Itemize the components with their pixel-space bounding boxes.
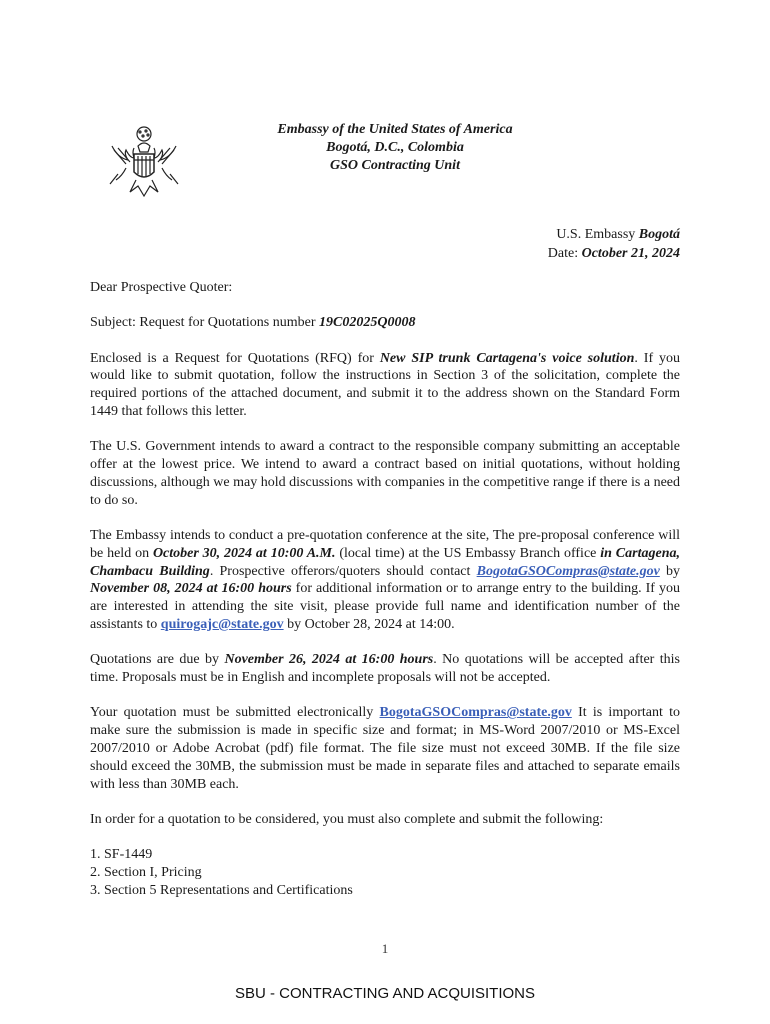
embassy-seal-icon [104, 124, 184, 202]
letterhead [230, 121, 560, 175]
embassy-location [548, 225, 680, 244]
footer-label: SBU - CONTRACTING AND ACQUISITIONS [234, 985, 536, 1002]
list-item: 2. Section I, Pricing [90, 864, 202, 880]
letterhead-line-2: Bogotá, D.C., Colombia [326, 140, 464, 155]
date-label: Date: [547, 246, 582, 261]
email-link-gso-compras[interactable]: BogotaGSOCompras@state.gov [476, 563, 660, 579]
due-date: November 26, 2024 at 16:00 hours [224, 652, 434, 668]
conference-date: October 30, 2024 at 10:00 A.M. [152, 545, 336, 561]
paragraph-enclosed: Enclosed is a Request for Quotations (RFQ) for New SIP trunk Cartagena's voice solution. If you would like to submit quotation, follow the instructions in Section 3 of the solicitation, complete the required portions of the attached document, and submit it to the address shown on the Standard Form 1449 that follows this letter. [90, 350, 681, 419]
date-value: October 21, 2024 [581, 246, 680, 261]
list-item: 1. SF-1449 [90, 847, 153, 863]
embassy-prefix: U.S. Embassy [556, 227, 639, 242]
location-date-block [548, 225, 680, 263]
project-name: New SIP trunk Cartagena's voice solution [379, 350, 635, 366]
email-link-submission[interactable]: BogotaGSOCompras@state.gov [379, 705, 572, 721]
paragraph-award: The U.S. Government intends to award a contract to the responsible company submitting an acceptable offer at the lowest price. We intend to award a contract based on initial quotations, without holding discussions, although we may hold discussions with companies in the competitive range if there is a need to do so. [90, 439, 680, 508]
paragraph-submission: Your quotation must be submitted electronically BogotaGSOCompras@state.gov It is important to make sure the submission is made in specific size and format; in MS-Word 2007/2010 or MS-Excel 2007/2010 or Adobe Acrobat (pdf) file format. The file size must not exceed 30MB. If the file size should exceed the 30MB, the submission must be made in separate files and attached to separate emails with less than 30MB each. [90, 705, 680, 792]
paragraph-due-date: Quotations are due by November 26, 2024 at 16:00 hours. No quotations will be accepted after this time. Proposals must be in English and incomplete proposals will not be accepted. [90, 652, 680, 686]
salutation: Dear Prospective Quoter: [90, 280, 233, 295]
list-item: 3. Section 5 Representations and Certifications [90, 882, 353, 898]
contact-deadline: November 08, 2024 at 16:00 hours [90, 581, 292, 597]
letter-body [90, 279, 680, 900]
letter-date [548, 244, 680, 263]
paragraph-requirements: In order for a quotation to be considered, you must also complete and submit the following: [90, 811, 604, 827]
subject-line [90, 314, 680, 332]
conference-location: in Cartagena, Chambacu Building [90, 545, 680, 579]
embassy-city: Bogotá [638, 227, 680, 242]
page-number: 1 [381, 941, 389, 956]
email-link-quirogajc[interactable]: quirogajc@state.gov [160, 616, 284, 632]
letterhead-line-1: Embassy of the United States of America [277, 122, 513, 137]
paragraph-conference: The Embassy intends to conduct a pre-quotation conference at the site, The pre-proposal conference will be held on October 30, 2024 at 10:00 A.M. (local time) at the US Embassy Branch office in Cartagena, Chambacu Building. Prospective offerors/quoters should contact BogotaGSOCompras@state.gov by November 08, 2024 at 16:00 hours for additional information or to arrange entry to the building. If you are interested in attending the site visit, please provide full name and identification number of the assistants to quirogajc@state.gov by October 28, 2024 at 14:00. [90, 527, 681, 632]
letterhead-line-3: GSO Contracting Unit [330, 158, 460, 173]
rfq-number: 19C02025Q0008 [319, 315, 416, 331]
subject-prefix: Subject: Request for Quotations number [90, 315, 320, 331]
